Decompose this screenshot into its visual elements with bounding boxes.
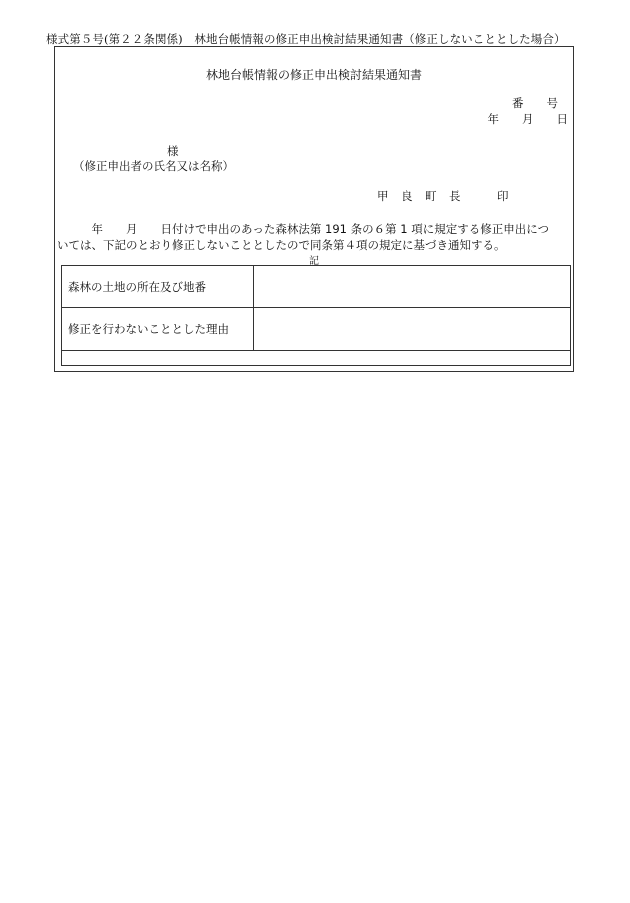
- ki-heading: 記: [309, 256, 319, 267]
- document-title: 林地台帳情報の修正申出検討結果通知書: [205, 68, 422, 82]
- body-line-2: いては、下記のとおり修正しないこととしたので同条第４項の規定に基づき通知する。: [57, 238, 506, 252]
- notice-form: [54, 46, 574, 372]
- applicant-label: （修正申出者の氏名又は名称）: [73, 159, 234, 173]
- addressee-suffix: 様: [167, 144, 179, 158]
- land-location-value[interactable]: [254, 266, 571, 308]
- reason-value[interactable]: [254, 308, 571, 351]
- document-number-line: 番 号: [512, 96, 558, 110]
- form-caption: 様式第５号(第２２条関係) 林地台帳情報の修正申出検討結果通知書（修正しないこととした場合）: [46, 32, 566, 46]
- document-date-line: 年 月 日: [487, 112, 568, 126]
- issuer-line: 甲 良 町 長 印: [377, 189, 509, 203]
- table-footer-row: [62, 351, 571, 366]
- land-location-label: 森林の土地の所在及び地番: [62, 266, 254, 308]
- reason-label: 修正を行わないこととした理由: [62, 308, 254, 351]
- table-row: [62, 351, 571, 366]
- record-table: [61, 265, 571, 366]
- table-row: [62, 266, 571, 308]
- body-line-1: 年 月 日付けで申出のあった森林法第 191 条の６第 1 項に規定する修正申出につ: [57, 222, 550, 236]
- table-row: [62, 308, 571, 351]
- body-text: [57, 221, 549, 253]
